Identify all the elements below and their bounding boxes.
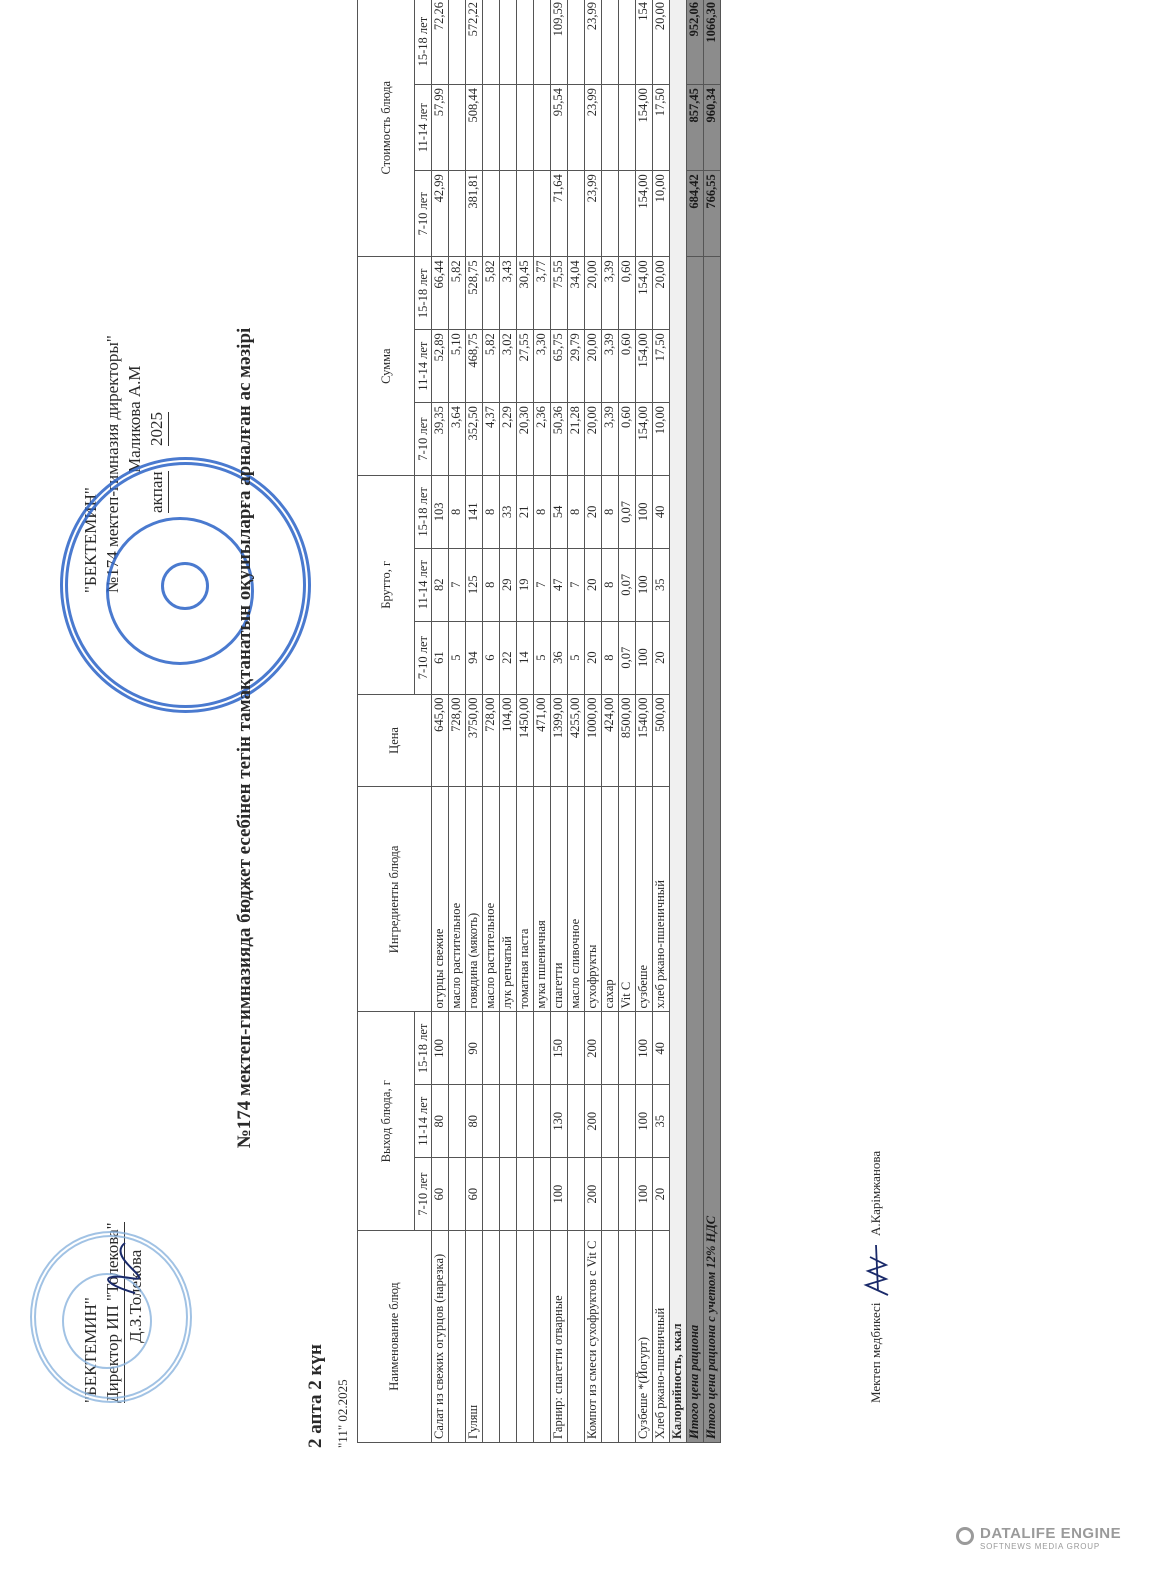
cell-out: 60 — [432, 1158, 449, 1231]
cell-dish — [619, 1231, 636, 1443]
cell-sum: 3,39 — [602, 257, 619, 330]
approval-right-line1: "БЕКТЕМИН" — [81, 487, 100, 593]
cell-cost — [602, 85, 619, 171]
calories-label: Калорийность, ккал — [670, 0, 687, 1443]
cell-cost: 71,64 — [551, 171, 568, 257]
cell-cost: 57,99 — [432, 85, 449, 171]
cell-br: 8 — [534, 475, 551, 548]
cell-dish: Сузбеше *(Йогурт) — [636, 1231, 653, 1443]
cell-price: 4255,00 — [568, 694, 585, 787]
age-header: 7-10 лет — [415, 403, 432, 476]
cell-cost: 72,26 — [432, 0, 449, 85]
cell-br: 8 — [483, 548, 500, 621]
cell-out: 80 — [432, 1085, 449, 1158]
cell-br: 5 — [449, 621, 466, 694]
cell-cost — [619, 171, 636, 257]
cell-cost — [500, 0, 517, 85]
cell-sum: 5,82 — [483, 257, 500, 330]
cell-cost — [517, 171, 534, 257]
cell-out: 40 — [653, 1012, 670, 1085]
total-cost: 857,45 — [687, 85, 704, 171]
cell-br: 141 — [466, 475, 483, 548]
age-header: 15-18 лет — [415, 475, 432, 548]
cell-sum: 3,30 — [534, 330, 551, 403]
cell-sum: 20,00 — [585, 257, 602, 330]
cell-br: 0,07 — [619, 475, 636, 548]
page-title: №174 мектеп-гимназияда бюджет есебінен тегін тамақтанатын оқушыларға арналған ас мәзірі — [234, 327, 255, 1149]
table-row — [551, 0, 568, 1443]
table-row — [517, 0, 534, 1443]
cell-out: 100 — [636, 1012, 653, 1085]
cell-dish — [534, 1231, 551, 1443]
age-header: 11-14 лет — [415, 1085, 432, 1158]
cell-ing: огурцы свежие — [432, 787, 449, 1012]
cell-out: 90 — [466, 1012, 483, 1085]
cell-br: 5 — [534, 621, 551, 694]
cell-out — [517, 1012, 534, 1085]
table-row — [500, 0, 517, 1443]
approval-right-month: акпан — [146, 471, 169, 513]
cell-out — [517, 1158, 534, 1231]
cell-cost — [568, 85, 585, 171]
age-header: 11-14 лет — [415, 330, 432, 403]
cell-price: 104,00 — [500, 694, 517, 787]
approval-right-line3: Маликова А.М — [125, 365, 144, 473]
cell-ing: масло растительное — [483, 787, 500, 1012]
watermark — [958, 1525, 1121, 1551]
watermark-logo-icon — [956, 1527, 974, 1545]
col-output: Выход блюда, г — [358, 1012, 415, 1231]
age-header: 11-14 лет — [415, 85, 432, 171]
cell-sum: 20,30 — [517, 403, 534, 476]
cell-out: 200 — [585, 1085, 602, 1158]
cell-sum: 3,02 — [500, 330, 517, 403]
cell-sum: 30,45 — [517, 257, 534, 330]
age-header: 7-10 лет — [415, 171, 432, 257]
cell-sum: 34,04 — [568, 257, 585, 330]
watermark-title: DATALIFE ENGINE — [980, 1525, 1122, 1542]
cell-br: 8 — [483, 475, 500, 548]
cell-cost: 10,00 — [653, 171, 670, 257]
cell-sum: 468,75 — [466, 330, 483, 403]
cell-price: 471,00 — [534, 694, 551, 787]
cell-br: 8 — [602, 475, 619, 548]
cell-out: 100 — [636, 1158, 653, 1231]
cell-cost: 20,00 — [653, 0, 670, 85]
age-header: 15-18 лет — [415, 257, 432, 330]
cell-sum: 154,00 — [636, 403, 653, 476]
cell-br: 22 — [500, 621, 517, 694]
cell-out — [449, 1158, 466, 1231]
cell-sum: 29,79 — [568, 330, 585, 403]
cell-cost — [619, 0, 636, 85]
cell-price: 728,00 — [483, 694, 500, 787]
table-row — [636, 0, 653, 1443]
age-header: 11-14 лет — [415, 548, 432, 621]
cell-out — [483, 1085, 500, 1158]
cell-cost — [449, 85, 466, 171]
table-row — [483, 0, 500, 1443]
cell-br: 94 — [466, 621, 483, 694]
cell-ing: мука пшеничная — [534, 787, 551, 1012]
cell-sum: 5,10 — [449, 330, 466, 403]
cell-ing: сахар — [602, 787, 619, 1012]
cell-out — [517, 1085, 534, 1158]
cell-sum: 21,28 — [568, 403, 585, 476]
cell-cost — [483, 171, 500, 257]
cell-out — [619, 1085, 636, 1158]
cell-cost: 23,99 — [585, 171, 602, 257]
table-row — [619, 0, 636, 1443]
cell-out — [534, 1012, 551, 1085]
cell-out: 60 — [466, 1158, 483, 1231]
cell-br: 100 — [636, 548, 653, 621]
cell-sum: 4,37 — [483, 403, 500, 476]
col-ingredients: Ингредиенты блюда — [358, 787, 432, 1012]
cell-price: 1450,00 — [517, 694, 534, 787]
cell-out — [568, 1158, 585, 1231]
cell-out: 100 — [551, 1158, 568, 1231]
cell-br: 54 — [551, 475, 568, 548]
col-brutto: Брутто, г — [358, 475, 415, 694]
approval-left-line3: Д.З.Толекова — [126, 1249, 145, 1343]
total-cost: 684,42 — [687, 171, 704, 257]
cell-cost: 154,00 — [636, 85, 653, 171]
cell-cost — [500, 85, 517, 171]
cell-out — [483, 1012, 500, 1085]
total-vat-cost: 960,34 — [704, 85, 721, 171]
table-row — [449, 0, 466, 1443]
cell-br: 20 — [585, 548, 602, 621]
cell-br: 20 — [585, 475, 602, 548]
cell-cost: 95,54 — [551, 85, 568, 171]
cell-dish: Салат из свежих огурцов (нарезка) — [432, 1231, 449, 1443]
cell-dish — [568, 1231, 585, 1443]
cell-sum: 3,77 — [534, 257, 551, 330]
cell-br: 7 — [449, 548, 466, 621]
nurse-signature-line — [860, 1151, 894, 1403]
cell-sum: 5,82 — [449, 257, 466, 330]
cell-sum: 3,64 — [449, 403, 466, 476]
cell-dish — [517, 1231, 534, 1443]
cell-cost: 23,99 — [585, 0, 602, 85]
cell-out: 20 — [653, 1158, 670, 1231]
cell-cost — [534, 171, 551, 257]
cell-out — [602, 1012, 619, 1085]
cell-br: 5 — [568, 621, 585, 694]
cell-br: 7 — [568, 548, 585, 621]
cell-cost: 109,59 — [551, 0, 568, 85]
cell-out: 130 — [551, 1085, 568, 1158]
cell-cost — [619, 85, 636, 171]
cell-sum: 50,36 — [551, 403, 568, 476]
cell-br: 36 — [551, 621, 568, 694]
cell-out — [449, 1085, 466, 1158]
cell-sum: 5,82 — [483, 330, 500, 403]
cell-dish: Компот из смеси сухофруктов с Vit C — [585, 1231, 602, 1443]
menu-table — [357, 0, 721, 1443]
cell-sum: 52,89 — [432, 330, 449, 403]
cell-price: 1399,00 — [551, 694, 568, 787]
nurse-label: Мектеп медбикесі — [867, 1302, 883, 1403]
cell-br: 40 — [653, 475, 670, 548]
cell-ing: масло растительное — [449, 787, 466, 1012]
cell-cost — [568, 171, 585, 257]
total-vat-cost: 1066,30 — [704, 0, 721, 85]
cell-br: 61 — [432, 621, 449, 694]
cell-sum: 154,00 — [636, 330, 653, 403]
cell-cost — [449, 0, 466, 85]
cell-ing: хлеб ржано-пшеничный — [653, 787, 670, 1012]
approval-left-line2: Директор ИП "Толекова" — [102, 1222, 125, 1403]
cell-out — [568, 1085, 585, 1158]
cell-br: 20 — [585, 621, 602, 694]
cell-out — [449, 1012, 466, 1085]
cell-ing: томатная паста — [517, 787, 534, 1012]
total-vat-label: Итого цена рациона с учетом 12% НДС — [704, 257, 721, 1443]
cell-br: 8 — [568, 475, 585, 548]
col-price: Цена — [358, 694, 432, 787]
table-row — [568, 0, 585, 1443]
cell-sum: 528,75 — [466, 257, 483, 330]
cell-br: 14 — [517, 621, 534, 694]
table-row — [602, 0, 619, 1443]
cell-out — [619, 1012, 636, 1085]
table-row — [534, 0, 551, 1443]
cell-out — [500, 1085, 517, 1158]
cell-out: 35 — [653, 1085, 670, 1158]
cell-out — [619, 1158, 636, 1231]
age-header: 15-18 лет — [415, 0, 432, 85]
cell-br: 82 — [432, 548, 449, 621]
cell-price: 500,00 — [653, 694, 670, 787]
cell-cost: 154 — [636, 0, 653, 85]
cell-br: 8 — [602, 621, 619, 694]
cell-out: 100 — [432, 1012, 449, 1085]
cell-br: 7 — [534, 548, 551, 621]
total-label: Итого цена рациона — [687, 257, 704, 1443]
cell-sum: 39,35 — [432, 403, 449, 476]
cell-ing: лук репчатый — [500, 787, 517, 1012]
cell-cost — [483, 0, 500, 85]
cell-sum: 66,44 — [432, 257, 449, 330]
cell-cost: 17,50 — [653, 85, 670, 171]
cell-sum: 20,00 — [585, 330, 602, 403]
table-row — [585, 0, 602, 1443]
table-row — [432, 0, 449, 1443]
cell-out — [500, 1158, 517, 1231]
cell-cost — [483, 85, 500, 171]
cell-price: 3750,00 — [466, 694, 483, 787]
cell-cost — [534, 0, 551, 85]
cell-sum: 17,50 — [653, 330, 670, 403]
cell-price: 1000,00 — [585, 694, 602, 787]
cell-sum: 3,39 — [602, 330, 619, 403]
cell-cost — [602, 171, 619, 257]
cell-cost — [568, 0, 585, 85]
cell-sum: 2,29 — [500, 403, 517, 476]
age-header: 7-10 лет — [415, 1158, 432, 1231]
cell-cost: 23,99 — [585, 85, 602, 171]
cell-dish: Гарнир: спагетти отварные — [551, 1231, 568, 1443]
cell-ing: масло сливочное — [568, 787, 585, 1012]
cell-sum: 3,39 — [602, 403, 619, 476]
age-header: 7-10 лет — [415, 621, 432, 694]
total-cost: 952,06 — [687, 0, 704, 85]
cell-br: 0,07 — [619, 621, 636, 694]
cell-dish: Хлеб ржано-пшеничный — [653, 1231, 670, 1443]
cell-br: 100 — [636, 621, 653, 694]
col-name: Наименование блюд — [358, 1231, 432, 1443]
cell-cost — [534, 85, 551, 171]
cell-br: 20 — [653, 621, 670, 694]
cell-br: 8 — [449, 475, 466, 548]
cell-sum: 0,60 — [619, 330, 636, 403]
approval-right-year: 2025 — [146, 412, 169, 446]
col-cost: Стоимость блюда — [358, 0, 415, 257]
cell-cost: 381,81 — [466, 171, 483, 257]
cell-sum: 3,43 — [500, 257, 517, 330]
cell-br: 8 — [602, 548, 619, 621]
cell-cost: 572,22 — [466, 0, 483, 85]
cell-br: 100 — [636, 475, 653, 548]
age-header: 15-18 лет — [415, 1012, 432, 1085]
cell-out — [483, 1158, 500, 1231]
cell-sum: 27,55 — [517, 330, 534, 403]
cell-sum: 0,60 — [619, 403, 636, 476]
cell-ing: сузбеше — [636, 787, 653, 1012]
cell-out — [568, 1012, 585, 1085]
cell-ing: говядина (мякоть) — [466, 787, 483, 1012]
cell-out: 100 — [636, 1085, 653, 1158]
cell-dish — [449, 1231, 466, 1443]
cell-price: 728,00 — [449, 694, 466, 787]
cell-cost — [517, 0, 534, 85]
emblem-icon — [161, 562, 209, 610]
cell-ing: спагетти — [551, 787, 568, 1012]
cell-cost — [602, 0, 619, 85]
director-signature — [95, 1238, 145, 1298]
cell-br: 21 — [517, 475, 534, 548]
stamp-school-seal — [60, 457, 311, 713]
cell-sum: 20,00 — [585, 403, 602, 476]
cell-cost: 154,00 — [636, 171, 653, 257]
cell-br: 125 — [466, 548, 483, 621]
cell-price: 645,00 — [432, 694, 449, 787]
cell-br: 35 — [653, 548, 670, 621]
cell-dish: Гуляш — [466, 1231, 483, 1443]
total-vat-cost: 766,55 — [704, 171, 721, 257]
cell-out — [602, 1085, 619, 1158]
cell-cost: 508,44 — [466, 85, 483, 171]
cell-dish — [483, 1231, 500, 1443]
cell-sum: 65,75 — [551, 330, 568, 403]
cell-cost — [500, 171, 517, 257]
cell-sum: 10,00 — [653, 403, 670, 476]
table-row — [466, 0, 483, 1443]
cell-cost — [449, 171, 466, 257]
watermark-subtitle: SOFTNEWS MEDIA GROUP — [980, 1542, 1101, 1551]
nurse-name: А.Карімжанова — [867, 1150, 883, 1237]
cell-price: 8500,00 — [619, 694, 636, 787]
cell-out — [500, 1012, 517, 1085]
cell-out — [534, 1085, 551, 1158]
cell-out: 150 — [551, 1012, 568, 1085]
cell-out — [534, 1158, 551, 1231]
cell-price: 424,00 — [602, 694, 619, 787]
cell-price: 1540,00 — [636, 694, 653, 787]
col-summa: Сумма — [358, 257, 415, 476]
cell-cost — [517, 85, 534, 171]
cell-out: 200 — [585, 1158, 602, 1231]
approval-right-line2: №174 мектеп-гимназия директоры" — [103, 335, 122, 593]
cell-br: 103 — [432, 475, 449, 548]
cell-out: 80 — [466, 1085, 483, 1158]
cell-br: 47 — [551, 548, 568, 621]
cell-sum: 154,00 — [636, 257, 653, 330]
approval-left-line1: "БЕКТЕМИН" — [81, 1297, 100, 1403]
cell-br: 29 — [500, 548, 517, 621]
cell-dish — [500, 1231, 517, 1443]
cell-out — [602, 1158, 619, 1231]
cell-br: 6 — [483, 621, 500, 694]
menu-date: "11" 02.2025 — [335, 1379, 350, 1448]
cell-sum: 2,36 — [534, 403, 551, 476]
cell-dish — [602, 1231, 619, 1443]
cell-br: 33 — [500, 475, 517, 548]
cell-out: 200 — [585, 1012, 602, 1085]
cell-ing: сухофрукты — [585, 787, 602, 1012]
cell-br: 19 — [517, 548, 534, 621]
cell-cost: 42,99 — [432, 171, 449, 257]
nurse-signature — [860, 1239, 894, 1299]
cell-sum: 20,00 — [653, 257, 670, 330]
cell-sum: 352,50 — [466, 403, 483, 476]
cell-br: 0,07 — [619, 548, 636, 621]
day-label: 2 апта 2 күн — [305, 1344, 326, 1448]
cell-sum: 75,55 — [551, 257, 568, 330]
cell-ing: Vit C — [619, 787, 636, 1012]
table-row — [653, 0, 670, 1443]
cell-sum: 0,60 — [619, 257, 636, 330]
